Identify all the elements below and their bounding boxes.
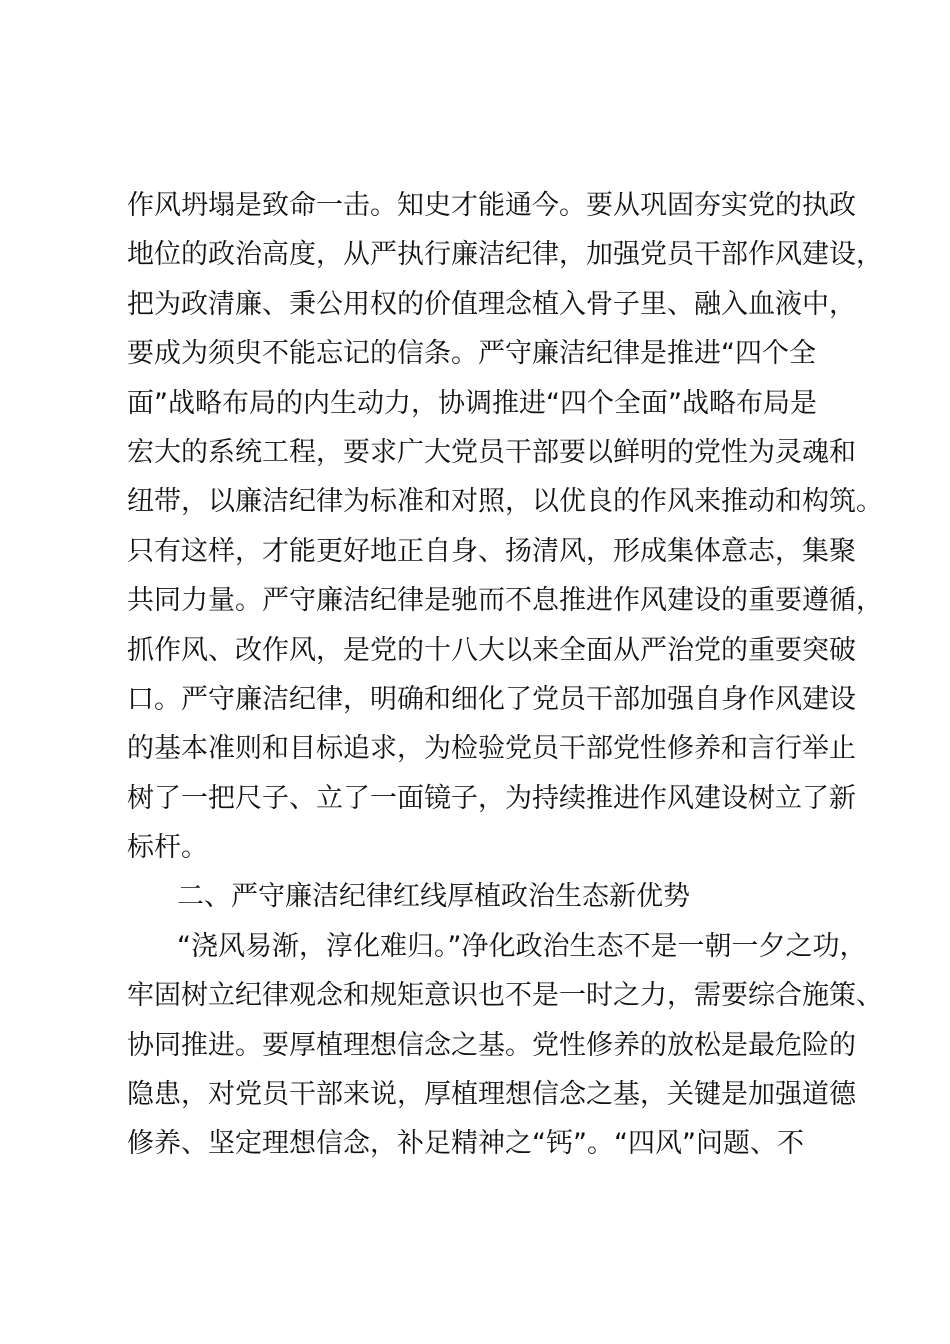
text-line: 地位的政治高度，从严执行廉洁纪律，加强党员干部作风建设， (127, 239, 883, 271)
text-line: 标杆。 (127, 832, 208, 864)
text-line: “浇风易渐，淳化难归。”净化政治生态不是一朝一夕之功， (177, 930, 867, 962)
text-line: 宏大的系统工程，要求广大党员干部要以鲜明的党性为灵魂和 (127, 436, 856, 468)
text-line: 把为政清廉、秉公用权的价值理念植入骨子里、融入血液中， (127, 288, 856, 320)
text-line: 抓作风、改作风，是党的十八大以来全面从严治党的重要突破 (127, 634, 856, 666)
section-heading: 二、严守廉洁纪律红线厚植政治生态新优势 (177, 881, 690, 913)
text-line: 牢固树立纪律观念和规矩意识也不是一时之力，需要综合施策、 (127, 980, 883, 1012)
text-line: 面”战略布局的内生动力，协调推进“四个全面”战略布局是 (127, 387, 817, 419)
text-line: 口。严守廉洁纪律，明确和细化了党员干部加强自身作风建设 (127, 683, 856, 715)
text-line: 共同力量。严守廉洁纪律是驰而不息推进作风建设的重要遵循， (127, 585, 883, 617)
text-line: 纽带，以廉洁纪律为标准和对照，以优良的作风来推动和构筑。 (127, 486, 883, 518)
text-line: 树了一把尺子、立了一面镜子，为持续推进作风建设树立了新 (127, 782, 856, 814)
text-line: 隐患，对党员干部来说，厚植理想信念之基，关键是加强道德 (127, 1079, 856, 1111)
text-line: 要成为须臾不能忘记的信条。严守廉洁纪律是推进“四个全 (127, 338, 816, 370)
document-body (127, 181, 883, 1169)
text-line: 修养、坚定理想信念，补足精神之“钙”。“四风”问题、不 (127, 1128, 804, 1160)
text-line: 协同推进。要厚植理想信念之基。党性修养的放松是最危险的 (127, 1029, 856, 1061)
text-line: 的基本准则和目标追求，为检验党员干部党性修养和言行举止 (127, 733, 856, 765)
text-line: 只有这样，才能更好地正自身、扬清风，形成集体意志，集聚 (127, 535, 856, 567)
text-line: 作风坍塌是致命一击。知史才能通今。要从巩固夯实党的执政 (127, 190, 856, 221)
